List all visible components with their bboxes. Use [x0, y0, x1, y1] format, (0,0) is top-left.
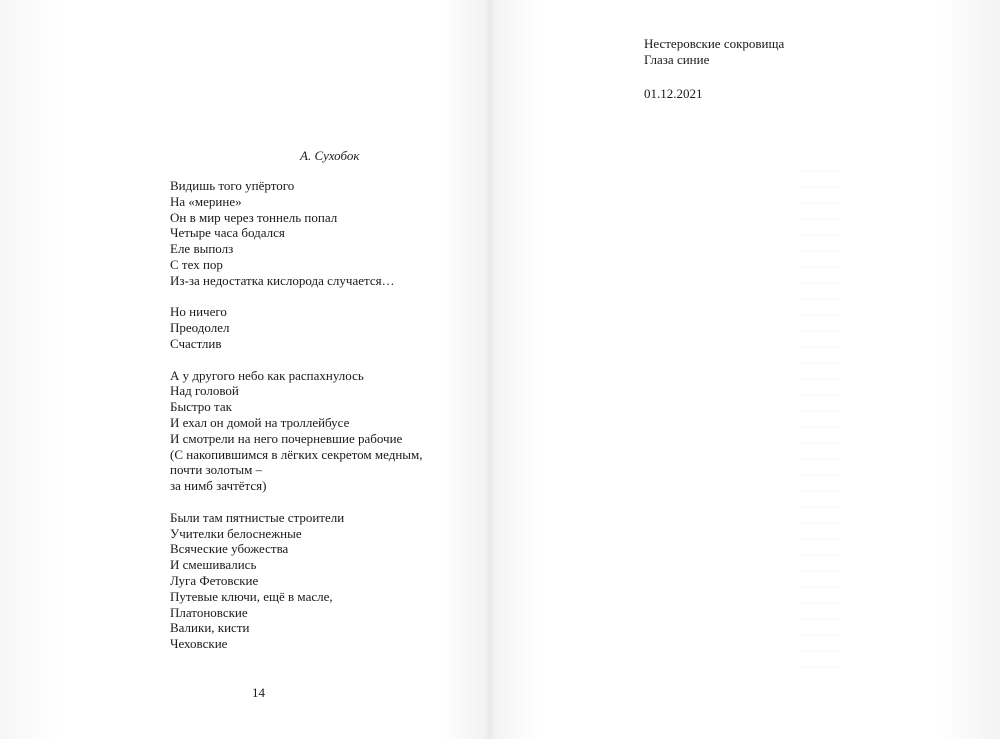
poem-line: Счастлив [170, 335, 222, 351]
poem-line: Были там пятнистые строители [170, 509, 345, 525]
poem-line: Всяческие убожества [170, 541, 289, 557]
poem-line: Чеховские [170, 636, 228, 652]
poem-line: Валики, кисти [170, 620, 250, 636]
section-title: Глаза синие [644, 52, 710, 67]
stanza-1 [170, 178, 470, 289]
poem-line: Луга Фетовские [170, 572, 259, 588]
poem-line: Еле выполз [170, 241, 234, 257]
show-through-texture [800, 170, 840, 670]
date-label: 01.12.2021 [644, 86, 703, 101]
collection-title: Нестеровские сокровища [644, 36, 785, 51]
right-page [490, 0, 1000, 739]
poem-line: На «мерине» [170, 193, 242, 209]
poem-line: Быстро так [170, 399, 232, 415]
poem-line: Четыре часа бодался [170, 225, 285, 241]
stanza-2 [170, 304, 470, 351]
poem-line: И ехал он домой на троллейбусе [170, 414, 350, 430]
poem-line: почти золотым – [170, 462, 263, 478]
poem-line: Преодолел [170, 320, 230, 336]
poem-line: за нимб зачтётся) [170, 478, 267, 494]
poem-text [170, 178, 470, 668]
poem-line: А у другого небо как распахнулось [170, 367, 364, 383]
stanza-3 [170, 368, 470, 494]
poem-line: (С накопившимся в лёгких секретом медным, [170, 446, 423, 462]
poem-line: И смотрели на него почерневшие рабочие [170, 430, 403, 446]
author-name: А. Сухобок [300, 148, 360, 163]
poem-line: Он в мир через тоннель попал [170, 209, 338, 225]
poem-line: С тех пор [170, 256, 223, 272]
left-page [0, 0, 490, 739]
poem-line: И смешивались [170, 557, 257, 573]
section-header [644, 36, 784, 68]
poem-line: Платоновские [170, 604, 248, 620]
poem-line: Над головой [170, 383, 239, 399]
poem-line: Видишь того упёртого [170, 178, 295, 193]
stanza-4 [170, 510, 470, 652]
poem-line: Учителки белоснежные [170, 525, 302, 541]
page-number: 14 [252, 685, 265, 700]
poem-line: Но ничего [170, 304, 227, 320]
poem-line: Из-за недостатка кислорода случается… [170, 272, 395, 288]
poem-line: Путевые ключи, ещё в масле, [170, 588, 333, 604]
